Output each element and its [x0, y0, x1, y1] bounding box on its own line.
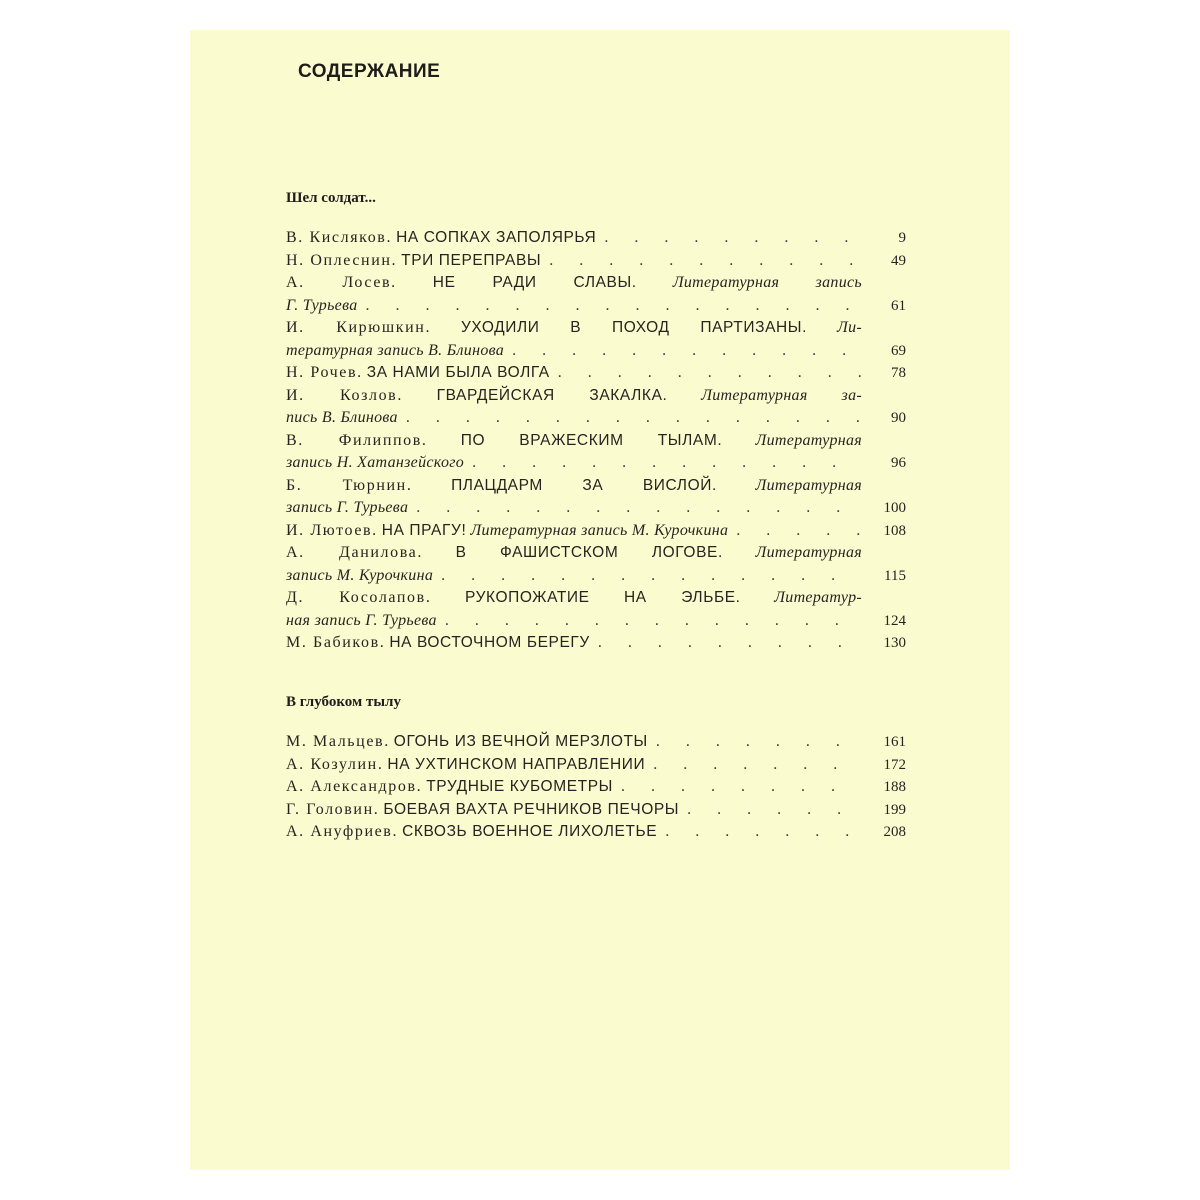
entry-page-number: 208 — [883, 824, 906, 840]
entry-note: Литературная — [755, 431, 862, 449]
entry-page-number: 96 — [891, 455, 906, 471]
dot-leader — [657, 821, 862, 844]
toc-entry-text — [286, 430, 862, 453]
toc-entry-line — [286, 520, 906, 543]
entry-author: Д. Косолапов. — [286, 589, 432, 606]
toc-entry-line — [286, 272, 906, 295]
toc-entry — [286, 227, 906, 250]
entry-author: Н. Рочев. — [286, 364, 363, 381]
entry-note: Литературная — [755, 476, 862, 494]
toc-entry — [286, 385, 906, 430]
entry-author: И. Козлов. — [286, 386, 403, 404]
entry-note-continued: пись В. Блинова — [286, 409, 398, 426]
dot-leader — [550, 362, 862, 385]
entry-title: ПО ВРАЖЕСКИМ ТЫЛАМ. — [460, 431, 723, 449]
toc-entry-text — [286, 452, 464, 475]
toc-entry — [286, 821, 906, 844]
entry-page-number: 108 — [883, 522, 906, 539]
toc-entry-line — [286, 565, 906, 588]
entry-title: НА УХТИНСКОМ НАПРАВЛЕНИИ — [387, 755, 646, 773]
toc-entry-text — [286, 227, 596, 250]
dot-leader — [648, 731, 862, 754]
toc-entry-text — [286, 295, 358, 318]
toc-entry-line — [286, 317, 906, 340]
entry-note-continued: ная запись Г. Турьева — [286, 611, 437, 629]
toc-entry-list — [286, 227, 906, 655]
toc-entry — [286, 754, 906, 777]
entry-page-number: 78 — [891, 365, 906, 381]
entry-page-number: 188 — [883, 779, 906, 795]
entry-author: И. Кирюшкин. — [286, 319, 432, 336]
toc-entry-text — [286, 340, 504, 363]
dot-leader — [596, 227, 862, 250]
entry-page-number: 172 — [883, 756, 906, 773]
toc-entry-text — [286, 632, 590, 655]
entry-note-continued: Г. Турьева — [286, 296, 358, 314]
toc-entry-line — [286, 587, 906, 610]
dot-leader — [464, 452, 862, 475]
entry-author: В. Кисляков. — [286, 229, 393, 246]
entry-author: А. Козулин. — [286, 755, 384, 773]
entry-author: Н. Оплеснин. — [286, 251, 398, 269]
toc-entry-line — [286, 295, 906, 318]
entry-title: ПЛАЦДАРМ ЗА ВИСЛОЙ. — [451, 476, 717, 494]
entry-page-number: 49 — [891, 252, 906, 269]
toc-entry-line — [286, 385, 906, 408]
entry-note-continued: запись М. Курочкина — [286, 566, 434, 584]
entry-note: Литературная за- — [701, 386, 862, 404]
toc-entry-text — [286, 610, 437, 633]
entry-title: В ФАШИСТСКОМ ЛОГОВЕ. — [455, 544, 723, 561]
toc-entry-text — [286, 520, 728, 543]
toc-entry-text — [286, 385, 862, 408]
entry-note: Ли- — [836, 319, 862, 336]
dot-leader — [613, 776, 862, 799]
toc-entry-text — [286, 799, 679, 822]
toc-entry — [286, 542, 906, 587]
section-heading: В глубоком тылу — [286, 694, 401, 710]
toc-entry-text — [286, 821, 657, 844]
entry-page-number: 61 — [891, 297, 906, 314]
toc-entry — [286, 362, 906, 385]
toc-entry-text — [286, 754, 645, 777]
entry-note-continued: запись Г. Турьева — [286, 499, 409, 516]
dot-leader — [590, 632, 862, 655]
entry-title: ТРУДНЫЕ КУБОМЕТРЫ — [426, 778, 613, 795]
entry-author: М. Мальцев. — [286, 733, 390, 750]
dot-leader — [358, 295, 862, 318]
dot-leader — [504, 340, 862, 363]
entry-title: РУКОПОЖАТИЕ НА ЭЛЬБЕ. — [464, 589, 741, 606]
toc-entry-line — [286, 632, 906, 655]
toc-entry-list — [286, 731, 906, 844]
toc-entry-line — [286, 542, 906, 565]
entry-author: А. Лосев. — [286, 274, 397, 291]
toc-entry-line — [286, 250, 906, 273]
toc-entry-text — [286, 272, 862, 295]
toc-entry-text — [286, 776, 613, 799]
entry-title: НА СОПКАХ ЗАПОЛЯРЬЯ — [396, 229, 597, 246]
entry-author: М. Бабиков. — [286, 634, 386, 651]
toc-entry-line — [286, 475, 906, 498]
dot-leader — [728, 520, 862, 543]
entry-page-number: 124 — [883, 612, 906, 629]
toc-entry — [286, 776, 906, 799]
entry-note: Литературная запись — [672, 274, 862, 291]
toc-entry-line — [286, 227, 906, 250]
section-front-line — [286, 190, 906, 655]
toc-entry-text — [286, 362, 550, 385]
entry-title: НА ПРАГУ! — [381, 521, 467, 539]
toc-entry-line — [286, 497, 906, 520]
toc-entry-line — [286, 610, 906, 633]
toc-entry-line — [286, 362, 906, 385]
entry-note: Литератур- — [774, 589, 862, 606]
toc-entry — [286, 475, 906, 520]
toc-entry-text — [286, 407, 398, 430]
toc-entry-text — [286, 542, 862, 565]
entry-author: А. Александров. — [286, 778, 423, 795]
entry-page-number: 115 — [884, 567, 906, 584]
toc-entry-text — [286, 497, 408, 520]
toc-entry-line — [286, 340, 906, 363]
toc-entry — [286, 632, 906, 655]
entry-title: ГВАРДЕЙСКАЯ ЗАКАЛКА. — [436, 386, 668, 404]
dot-leader — [433, 565, 862, 588]
entry-page-number: 130 — [883, 635, 906, 651]
book-page — [190, 30, 1010, 1170]
toc-entry — [286, 520, 906, 543]
entry-page-number: 100 — [883, 500, 906, 516]
entry-note: Литературная запись М. Курочкина — [470, 521, 729, 539]
toc-entry-text — [286, 587, 862, 610]
entry-note-continued: тературная запись В. Блинова — [286, 341, 505, 359]
toc-entry — [286, 250, 906, 273]
toc-entry-text — [286, 475, 862, 498]
section-heading: Шел солдат... — [286, 190, 376, 206]
entry-author: А. Данилова. — [286, 544, 423, 561]
toc-entry-line — [286, 776, 906, 799]
entry-author: Г. Головин. — [286, 800, 380, 818]
entry-title: БОЕВАЯ ВАХТА РЕЧНИКОВ ПЕЧОРЫ — [383, 800, 680, 818]
entry-title: СКВОЗЬ ВОЕННОЕ ЛИХОЛЕТЬЕ — [402, 823, 658, 840]
dot-leader — [679, 799, 862, 822]
entry-note-continued: запись Н. Хатанзейского — [286, 454, 465, 471]
entry-page-number: 199 — [883, 801, 906, 818]
toc-entry-line — [286, 407, 906, 430]
dot-leader — [398, 407, 862, 430]
dot-leader — [541, 250, 862, 273]
toc-entry — [286, 587, 906, 632]
section-home-front — [286, 694, 906, 844]
dot-leader — [408, 497, 862, 520]
entry-title: НА ВОСТОЧНОМ БЕРЕГУ — [389, 634, 590, 651]
toc-entry-line — [286, 452, 906, 475]
entry-page-number: 90 — [891, 410, 906, 426]
toc-entry-text — [286, 565, 433, 588]
toc-entry-text — [286, 317, 862, 340]
toc-entry — [286, 272, 906, 317]
toc-entry-text — [286, 731, 648, 754]
entry-title: ОГОНЬ ИЗ ВЕЧНОЙ МЕРЗЛОТЫ — [393, 733, 648, 750]
toc-entry-text — [286, 250, 541, 273]
toc-entry-line — [286, 821, 906, 844]
toc-entry — [286, 799, 906, 822]
entry-author: В. Филиппов. — [286, 431, 428, 449]
toc-entry — [286, 731, 906, 754]
entry-title: ТРИ ПЕРЕПРАВЫ — [401, 251, 542, 269]
entry-title: ЗА НАМИ БЫЛА ВОЛГА — [366, 364, 550, 381]
entry-page-number: 161 — [883, 734, 906, 750]
entry-author: И. Лютоев. — [286, 521, 378, 539]
toc-entry — [286, 430, 906, 475]
toc-entry-line — [286, 731, 906, 754]
entry-author: А. Ануфриев. — [286, 823, 399, 840]
entry-title: УХОДИЛИ В ПОХОД ПАРТИЗАНЫ. — [460, 319, 808, 336]
toc-entry-line — [286, 754, 906, 777]
toc-entry-line — [286, 430, 906, 453]
contents-title: СОДЕРЖАНИЕ — [298, 61, 441, 82]
toc-entry-line — [286, 799, 906, 822]
entry-page-number: 69 — [891, 342, 906, 359]
toc-entry — [286, 317, 906, 362]
dot-leader — [645, 754, 862, 777]
dot-leader — [437, 610, 862, 633]
entry-title: НЕ РАДИ СЛАВЫ. — [432, 274, 637, 291]
entry-page-number: 9 — [898, 230, 906, 246]
entry-note: Литературная — [755, 544, 862, 561]
entry-author: Б. Тюрнин. — [286, 476, 413, 494]
